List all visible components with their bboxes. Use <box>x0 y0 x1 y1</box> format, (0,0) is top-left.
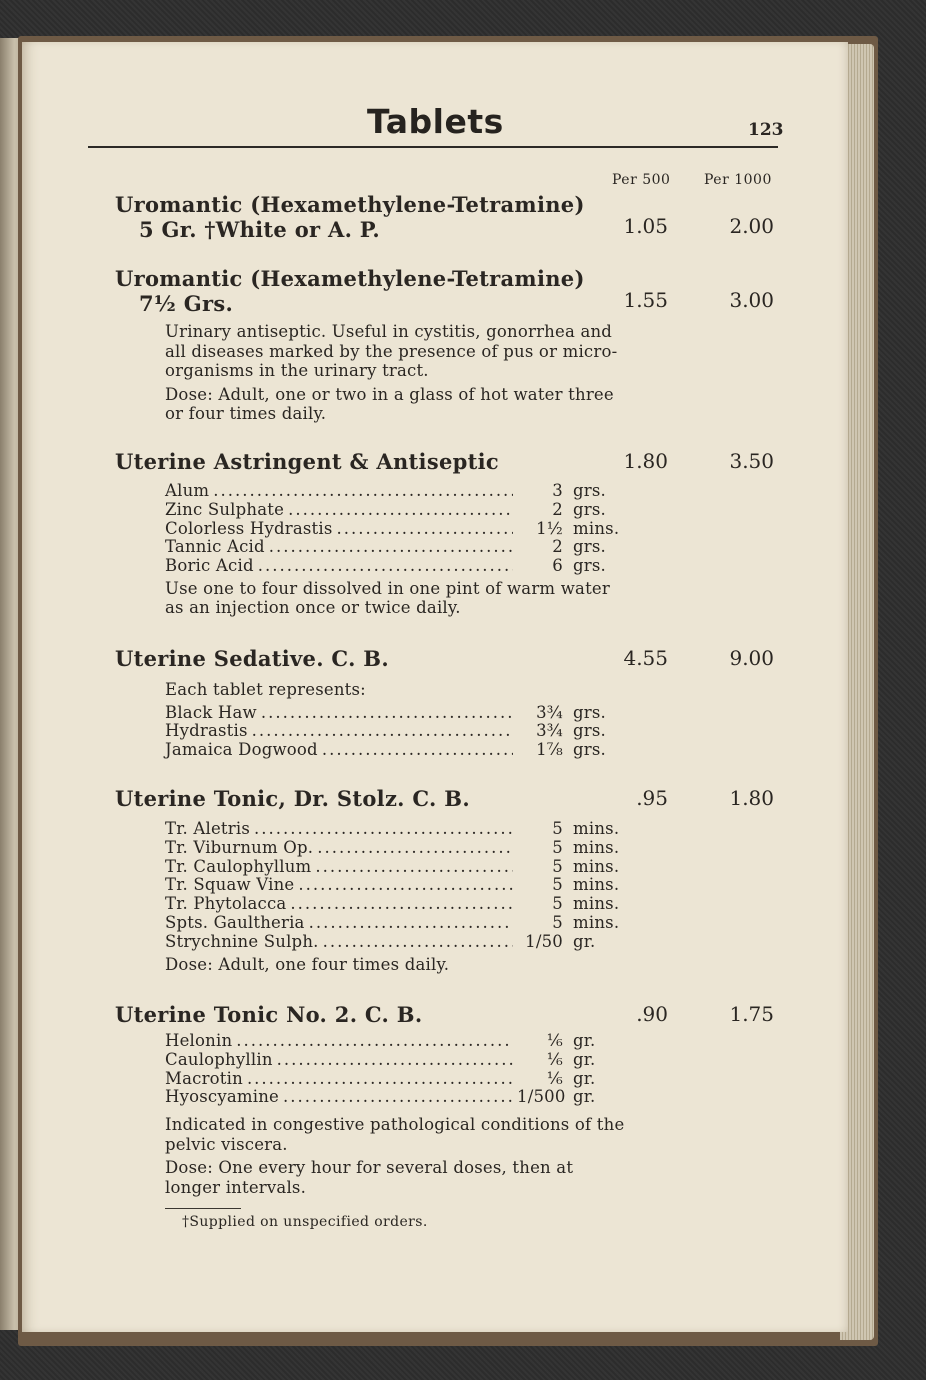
price-per500: 1.55 <box>623 288 668 312</box>
ingredient-row <box>165 557 625 576</box>
ingredient-unit: mins. <box>573 518 620 538</box>
usage-note: Use one to four dissolved in one pint of warm water as an injection once or twice daily. <box>165 578 610 618</box>
ingredient-row <box>165 820 625 839</box>
ingredient-row <box>165 704 625 723</box>
ingredient-list <box>165 680 625 760</box>
price-per1000: 1.80 <box>729 786 774 810</box>
intro-text: Each tablet represents: <box>165 680 366 699</box>
ingredient-row <box>165 501 625 520</box>
ingredient-qty: 3 <box>552 481 563 500</box>
ingredient-qty: 6 <box>552 556 563 576</box>
ingredient-row <box>165 895 625 914</box>
ingredient-unit: grs. <box>573 556 606 576</box>
ingredient-row <box>165 839 625 858</box>
ingredient-row <box>165 1070 625 1089</box>
ingredient-qty: 5 <box>552 875 563 895</box>
ingredient-unit: grs. <box>573 702 606 722</box>
entry-title <box>115 192 585 242</box>
column-header-per500: Per 500 <box>612 172 671 188</box>
page-title: Tablets <box>367 102 504 141</box>
ingredient-name: Tr. Squaw Vine <box>165 875 295 895</box>
ingredient-name: Macrotin <box>165 1068 243 1088</box>
leader-dots <box>247 1070 513 1089</box>
ingredient-qty: ⅙ <box>546 1031 563 1050</box>
ingredient-qty: 1½ <box>536 518 563 538</box>
leader-dots <box>277 1051 513 1070</box>
ingredient-qty: ⅙ <box>546 1068 563 1088</box>
ingredient-qty: 1⅞ <box>536 740 563 760</box>
leader-dots <box>258 557 513 576</box>
ingredient-row <box>165 520 625 539</box>
entry-title: Uterine Tonic, Dr. Stolz. C. B. <box>115 786 470 811</box>
ingredient-name: Hyoscyamine <box>165 1087 280 1107</box>
ingredient-unit: gr. <box>573 1087 596 1107</box>
entry-title-line1: Uromantic (Hexamethylene-Tetramine) <box>115 192 585 217</box>
entry-title-line2: 7½ Grs. <box>139 291 234 316</box>
dose-paragraph: Dose: Adult, one or two in a glass of hot water three or four times daily. <box>165 384 614 423</box>
leader-dots <box>337 520 513 539</box>
ingredient-row <box>165 1088 625 1107</box>
ingredient-qty: 3¾ <box>536 702 563 722</box>
ingredient-unit: mins. <box>573 856 620 876</box>
dose-note: Dose: Adult, one four times daily. <box>165 954 450 974</box>
leader-dots <box>254 820 513 839</box>
entry-title-line2: 5 Gr. †White or A. P. <box>139 217 381 242</box>
leader-dots <box>261 704 513 723</box>
ingredient-unit: gr. <box>573 1068 596 1088</box>
price-per500: 4.55 <box>623 646 668 670</box>
ingredient-row <box>165 1032 625 1051</box>
ingredient-name: Helonin <box>165 1031 233 1050</box>
ingredient-name: Spts. Gaultheria <box>165 912 305 932</box>
entry-description <box>165 322 625 428</box>
ingredient-unit: gr. <box>573 1031 596 1050</box>
page-number: 123 <box>748 120 784 140</box>
ingredient-row <box>165 933 625 952</box>
leader-dots <box>213 482 513 501</box>
ingredient-unit: gr. <box>573 931 596 951</box>
ingredient-name: Tr. Aletris <box>165 819 250 838</box>
leader-dots <box>236 1032 513 1051</box>
ingredient-unit: mins. <box>573 912 620 932</box>
leader-dots <box>269 538 513 557</box>
ingredient-unit: grs. <box>573 721 606 741</box>
header-rule <box>88 146 778 148</box>
ingredient-unit: grs. <box>573 481 606 500</box>
ingredient-qty: 2 <box>552 537 563 557</box>
price-per1000: 3.00 <box>729 288 774 312</box>
description-paragraph: Urinary antiseptic. Useful in cystitis, gonorrhea and all diseases marked by the presence of pus or micro-organisms in the urinary tract. <box>165 322 618 380</box>
entry-title <box>115 266 585 316</box>
entry-title: Uterine Astringent & Antiseptic <box>115 449 499 474</box>
ingredient-name: Strychnine Sulph. <box>165 931 319 951</box>
leader-dots <box>252 722 513 741</box>
price-per500: .90 <box>636 1002 668 1026</box>
ingredient-list <box>165 820 625 978</box>
ingredient-name: Tr. Phytolacca <box>165 894 287 914</box>
price-per500: .95 <box>636 786 668 810</box>
ingredient-unit: grs. <box>573 740 606 760</box>
ingredient-row <box>165 741 625 760</box>
ingredient-name: Black Haw <box>165 702 257 722</box>
footnote-rule <box>165 1208 241 1209</box>
price-per1000: 2.00 <box>729 214 774 238</box>
ingredient-unit: mins. <box>573 819 620 838</box>
ingredient-qty: 1/50 <box>525 931 563 951</box>
ingredient-name: Boric Acid <box>165 556 254 576</box>
leader-dots <box>309 914 513 933</box>
price-per1000: 9.00 <box>729 646 774 670</box>
entry-title-line1: Uromantic (Hexamethylene-Tetramine) <box>115 266 585 291</box>
price-per1000: 3.50 <box>729 449 774 473</box>
ingredient-unit: mins. <box>573 875 620 895</box>
ingredient-list <box>165 1032 625 1201</box>
ingredient-unit: mins. <box>573 894 620 914</box>
ingredient-row <box>165 722 625 741</box>
ingredient-unit: grs. <box>573 499 606 519</box>
ingredient-qty: ⅙ <box>546 1049 563 1069</box>
indication-paragraph: Indicated in congestive pathological conditions of the pelvic viscera. <box>165 1115 625 1154</box>
footnote: †Supplied on unspecified orders. <box>182 1214 428 1230</box>
leader-dots <box>298 876 513 895</box>
leader-dots <box>322 741 513 760</box>
ingredient-qty: 5 <box>552 912 563 932</box>
ingredient-name: Tannic Acid <box>165 537 265 557</box>
ingredient-qty: 5 <box>552 837 563 857</box>
ingredient-list <box>165 482 625 622</box>
ingredient-row <box>165 876 625 895</box>
ingredient-qty: 5 <box>552 856 563 876</box>
ingredient-qty: 5 <box>552 894 563 914</box>
ingredient-qty: 1/500 <box>517 1087 566 1107</box>
ingredient-unit: grs. <box>573 537 606 557</box>
ingredient-name: Tr. Caulophyllum <box>165 856 312 876</box>
leader-dots <box>315 858 513 877</box>
ingredient-name: Hydrastis <box>165 721 248 741</box>
column-header-per1000: Per 1000 <box>704 172 772 188</box>
ingredient-name: Jamaica Dogwood <box>165 740 318 760</box>
ingredient-name: Colorless Hydrastis <box>165 518 333 538</box>
price-per500: 1.80 <box>623 449 668 473</box>
price-per500: 1.05 <box>623 214 668 238</box>
ingredient-unit: mins. <box>573 837 620 857</box>
leader-dots <box>317 839 513 858</box>
ingredient-name: Tr. Viburnum Op. <box>165 837 314 857</box>
dose-paragraph: Dose: One every hour for several doses, then at longer intervals. <box>165 1158 574 1197</box>
ingredient-name: Caulophyllin <box>165 1049 273 1069</box>
entry-title: Uterine Tonic No. 2. C. B. <box>115 1002 423 1027</box>
leader-dots <box>288 501 513 520</box>
ingredient-qty: 5 <box>552 819 563 838</box>
leader-dots <box>323 933 513 952</box>
ingredient-row <box>165 858 625 877</box>
ingredient-unit: gr. <box>573 1049 596 1069</box>
page-content <box>22 42 848 1332</box>
ingredient-qty: 2 <box>552 499 563 519</box>
book-page <box>22 42 848 1332</box>
ingredient-row <box>165 1051 625 1070</box>
entry-title: Uterine Sedative. C. B. <box>115 646 389 671</box>
ingredient-name: Alum <box>165 481 210 500</box>
leader-dots <box>283 1088 513 1107</box>
ingredient-row <box>165 914 625 933</box>
ingredient-qty: 3¾ <box>536 721 563 741</box>
ingredient-row <box>165 482 625 501</box>
price-per1000: 1.75 <box>729 1002 774 1026</box>
leader-dots <box>290 895 513 914</box>
ingredient-name: Zinc Sulphate <box>165 499 285 519</box>
ingredient-row <box>165 538 625 557</box>
